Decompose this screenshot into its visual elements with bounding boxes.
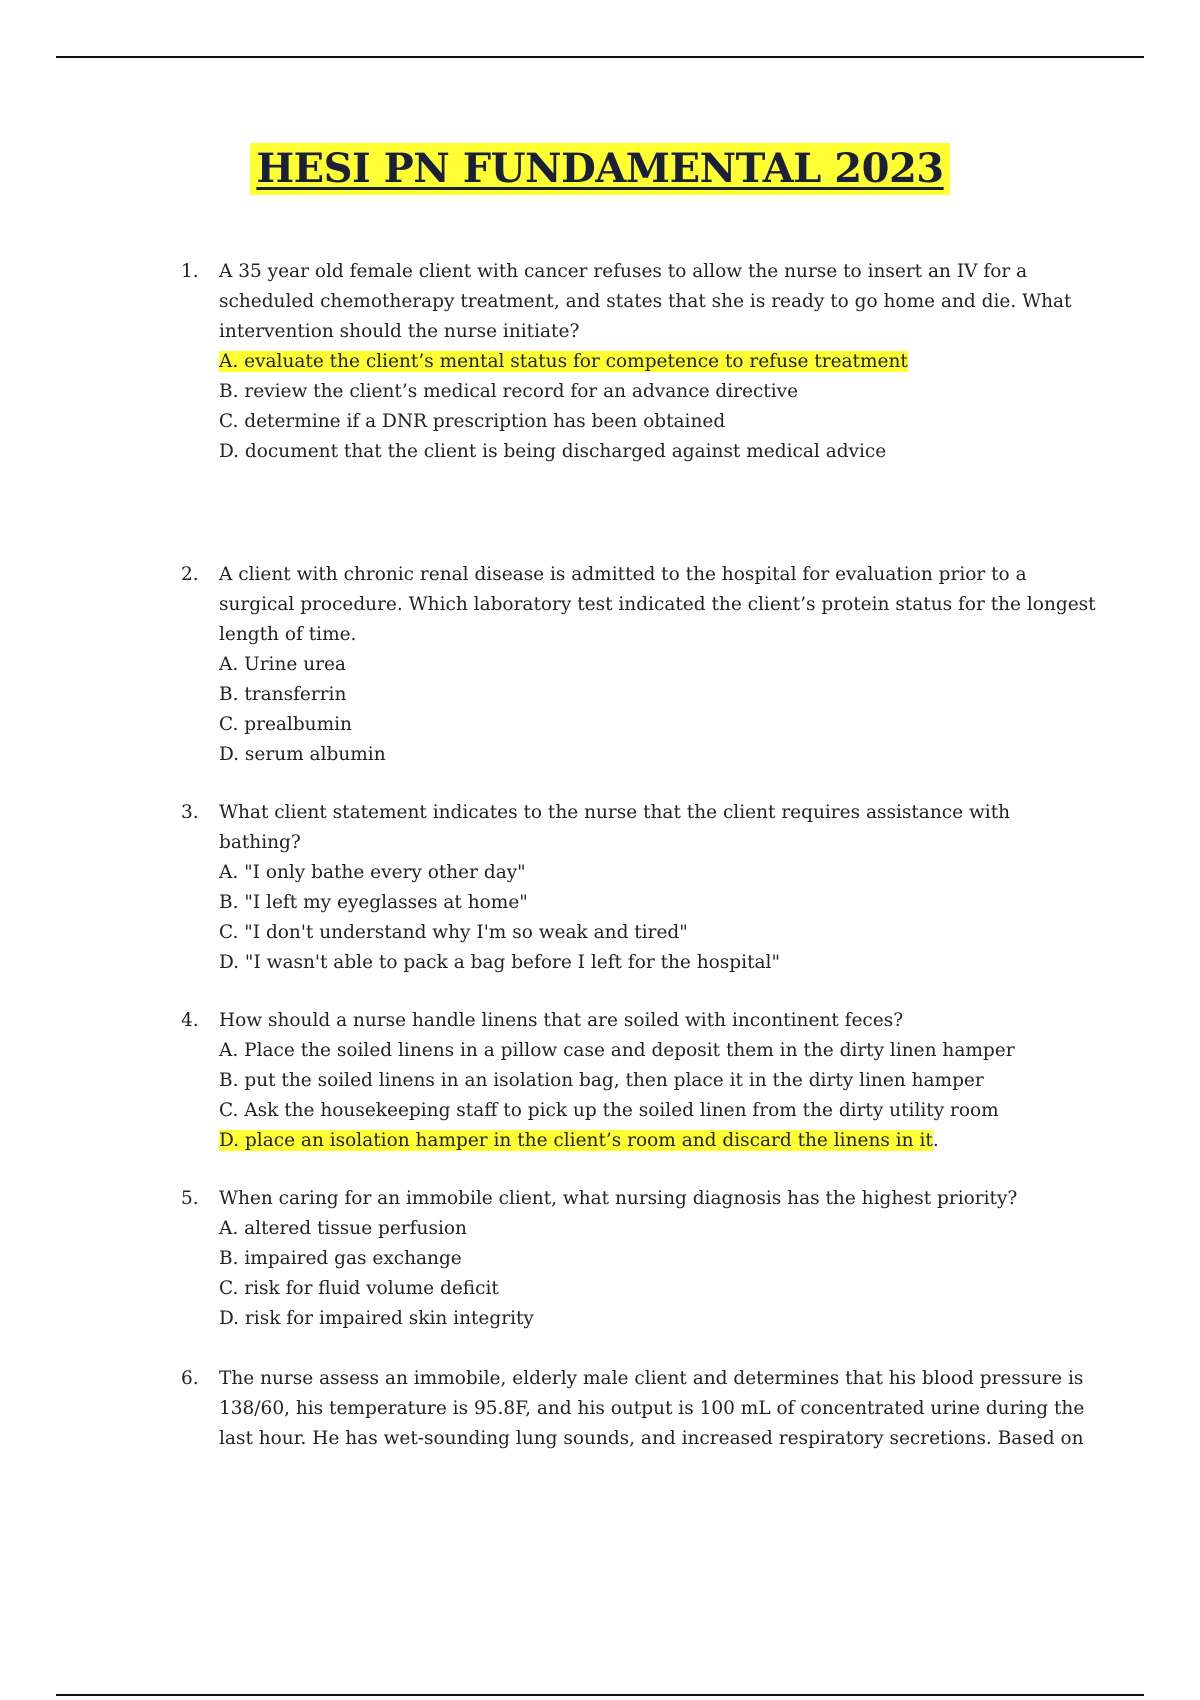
question-body — [219, 1006, 1099, 1156]
answer-option-d — [219, 1126, 1099, 1156]
answer-option-c: C. determine if a DNR prescription has been obtained — [219, 411, 726, 432]
answer-option-d: D. risk for impaired skin integrity — [219, 1308, 534, 1329]
highlighted-answer: A. evaluate the client’s mental status for competence to refuse treatment — [219, 351, 908, 372]
answer-option-c: C. risk for fluid volume deficit — [219, 1278, 499, 1299]
question-number: 3. — [181, 802, 199, 823]
question-body — [219, 257, 1099, 467]
question-text: When caring for an immobile client, what nursing diagnosis has the highest priority? — [219, 1188, 1018, 1209]
title-container — [0, 143, 1200, 195]
question-text: How should a nurse handle linens that are soiled with incontinent feces? — [219, 1010, 904, 1031]
question-number: 6. — [181, 1368, 199, 1389]
question-body — [219, 560, 1099, 770]
answer-option-d: D. document that the client is being discharged against medical advice — [219, 441, 887, 462]
answer-option-b: B. impaired gas exchange — [219, 1248, 462, 1269]
bottom-rule — [56, 1694, 1144, 1696]
question-number: 2. — [181, 564, 199, 585]
highlighted-answer: D. place an isolation hamper in the client’s room and discard the linens in it — [219, 1130, 933, 1151]
answer-option-d: D. "I wasn't able to pack a bag before I left for the hospital" — [219, 952, 780, 973]
question-text: A client with chronic renal disease is admitted to the hospital for evaluation prior to a surgical procedure. Which laboratory test indicated the client’s protein status for the longest length of time. — [219, 564, 1096, 645]
answer-option-d: D. serum albumin — [219, 744, 386, 765]
question-body — [219, 798, 1099, 978]
document-title: HESI PN FUNDAMENTAL 2023 — [250, 143, 949, 195]
answer-option-a: A. altered tissue perfusion — [219, 1218, 467, 1239]
question-number: 5. — [181, 1188, 199, 1209]
answer-option-a — [219, 347, 1099, 377]
question-number: 1. — [181, 261, 199, 282]
question-text: A 35 year old female client with cancer refuses to allow the nurse to insert an IV for a scheduled chemotherapy treatment, and states that she is ready to go home and die. What intervention should the nurse initiate? — [219, 261, 1072, 342]
answer-option-c: C. "I don't understand why I'm so weak and tired" — [219, 922, 688, 943]
question-body — [219, 1364, 1099, 1454]
answer-option-b: B. review the client’s medical record for an advance directive — [219, 381, 799, 402]
answer-option-b: B. transferrin — [219, 684, 347, 705]
answer-option-a: A. "I only bathe every other day" — [219, 862, 526, 883]
answer-option-c: C. prealbumin — [219, 714, 352, 735]
question-text: What client statement indicates to the nurse that the client requires assistance with bathing? — [219, 802, 1011, 853]
answer-option-c: C. Ask the housekeeping staff to pick up the soiled linen from the dirty utility room — [219, 1100, 999, 1121]
top-rule — [56, 56, 1144, 58]
question-number: 4. — [181, 1010, 199, 1031]
question-body — [219, 1184, 1099, 1334]
answer-trailing-period: . — [932, 1130, 939, 1151]
answer-option-b: B. put the soiled linens in an isolation bag, then place it in the dirty linen hamper — [219, 1070, 984, 1091]
answer-option-b: B. "I left my eyeglasses at home" — [219, 892, 528, 913]
question-text: The nurse assess an immobile, elderly male client and determines that his blood pressure is 138/60, his temperature is 95.8F, and his output is 100 mL of concentrated urine during the last hour. He has wet-sounding lung sounds, and increased respiratory secretions. Based on — [219, 1368, 1085, 1449]
answer-option-a: A. Place the soiled linens in a pillow case and deposit them in the dirty linen hamper — [219, 1040, 1015, 1061]
answer-option-a: A. Urine urea — [219, 654, 346, 675]
